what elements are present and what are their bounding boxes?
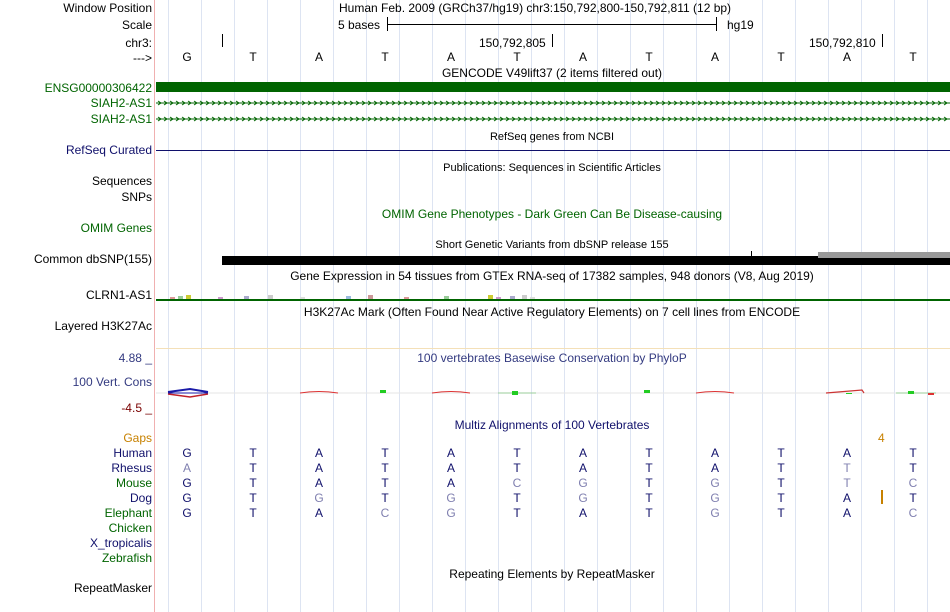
gaps-label[interactable]: Gaps: [123, 431, 152, 445]
scale-label: Scale: [121, 18, 152, 32]
phylop-plot[interactable]: [156, 385, 950, 401]
species-label-human[interactable]: Human: [113, 446, 152, 460]
dbsnp-block-black-end[interactable]: [818, 258, 950, 265]
alignment-base: C: [908, 506, 918, 520]
alignment-base: C: [908, 476, 918, 490]
alignment-base: T: [777, 506, 785, 520]
label-divider: [154, 0, 155, 612]
phylop-max: 4.88 _: [118, 351, 152, 365]
scale-value: 5 bases: [338, 18, 381, 32]
refseq-track-title[interactable]: RefSeq genes from NCBI: [489, 131, 615, 143]
alignment-base: G: [314, 491, 324, 505]
alignment-base: A: [314, 476, 323, 490]
alignment-base: T: [777, 461, 785, 475]
gene-label-siah2-as1-1[interactable]: SIAH2-AS1: [90, 96, 152, 110]
gene-label-ensg[interactable]: ENSG00000306422: [44, 81, 152, 95]
scale-bar-right-tick: [716, 17, 717, 31]
alignment-base: G: [182, 491, 192, 505]
alignment-base: G: [182, 446, 192, 460]
base-letter: T: [909, 50, 917, 64]
alignment-base: G: [710, 476, 720, 490]
alignment-base: T: [381, 446, 389, 460]
alignment-base: T: [777, 476, 785, 490]
ruler-pos-2: 150,792,810: [809, 36, 876, 50]
refseq-label[interactable]: RefSeq Curated: [65, 143, 152, 157]
ruler-tick-1: [222, 34, 223, 47]
dbsnp-block-black[interactable]: [222, 256, 818, 265]
strand-label: --->: [133, 51, 152, 65]
gene-line-siah2-as1-1[interactable]: [156, 97, 950, 107]
alignment-base: T: [909, 446, 917, 460]
alignment-base: C: [512, 476, 522, 490]
alignment-base: G: [182, 476, 192, 490]
alignment-base: T: [645, 446, 653, 460]
h3k27ac-baseline: [156, 348, 950, 349]
alignment-base: T: [513, 446, 521, 460]
base-letter: A: [842, 50, 851, 64]
alignment-base: T: [645, 476, 653, 490]
h3k27ac-track-title[interactable]: H3K27Ac Mark (Often Found Near Active Regulatory Elements) on 7 cell lines from ENCODE: [303, 305, 801, 319]
base-letter: G: [182, 50, 192, 64]
h3k27ac-label[interactable]: Layered H3K27Ac: [54, 319, 152, 333]
alignment-base: T: [513, 461, 521, 475]
ruler-tick-3: [882, 34, 883, 47]
gaps-value: 4: [878, 431, 885, 445]
species-label-rhesus[interactable]: Rhesus: [111, 461, 152, 475]
dbsnp-label[interactable]: Common dbSNP(155): [33, 252, 152, 266]
alignment-base: A: [446, 446, 455, 460]
species-label-elephant[interactable]: Elephant: [104, 506, 152, 520]
alignment-base: T: [645, 491, 653, 505]
alignment-base: T: [381, 491, 389, 505]
alignment-base: G: [710, 506, 720, 520]
alignment-base: T: [777, 446, 785, 460]
base-letter: A: [446, 50, 455, 64]
alignment-base: G: [446, 491, 456, 505]
alignment-base: G: [578, 476, 588, 490]
sequences-label[interactable]: Sequences: [91, 174, 152, 188]
base-letter: T: [249, 50, 257, 64]
repeatmasker-label[interactable]: RepeatMasker: [73, 581, 152, 595]
base-letter: A: [578, 50, 587, 64]
ruler-tick-2: [552, 34, 553, 47]
alignment-base: C: [380, 506, 390, 520]
gap-marker: [881, 490, 883, 504]
alignment-base: T: [645, 506, 653, 520]
base-letter: T: [381, 50, 389, 64]
alignment-base: G: [182, 506, 192, 520]
base-letter: T: [645, 50, 653, 64]
omim-track-title[interactable]: OMIM Gene Phenotypes - Dark Green Can Be Disease-causing: [381, 207, 723, 221]
species-label-chicken[interactable]: Chicken: [108, 521, 152, 535]
species-label-mouse[interactable]: Mouse: [115, 476, 152, 490]
alignment-base: T: [249, 461, 257, 475]
alignment-base: A: [578, 506, 587, 520]
species-label-x_tropicalis[interactable]: X_tropicalis: [89, 536, 152, 550]
alignment-base: A: [578, 461, 587, 475]
species-label-zebrafish[interactable]: Zebrafish: [101, 551, 152, 565]
dbsnp-track-title[interactable]: Short Genetic Variants from dbSNP release 155: [435, 239, 669, 251]
alignment-base: T: [249, 491, 257, 505]
ruler-pos-1: 150,792,805: [479, 36, 546, 50]
phylop-label[interactable]: 100 Vert. Cons: [72, 375, 152, 389]
alignment-base: A: [710, 446, 719, 460]
window-position-value: Human Feb. 2009 (GRCh37/hg19) chr3:150,792,800-150,792,811 (12 bp): [339, 1, 732, 15]
base-letter: A: [710, 50, 719, 64]
alignment-base: T: [843, 461, 851, 475]
gtex-track-title[interactable]: Gene Expression in 54 tissues from GTEx RNA-seq of 17382 samples, 948 donors (V8, Aug 2019): [290, 269, 814, 283]
alignment-base: T: [909, 461, 917, 475]
phylop-track-title[interactable]: 100 vertebrates Basewise Conservation by PhyloP: [417, 351, 687, 365]
alignment-base: G: [578, 491, 588, 505]
chrom-label: chr3:: [125, 36, 152, 50]
alignment-base: G: [710, 491, 720, 505]
alignment-base: G: [446, 506, 456, 520]
alignment-base: T: [513, 491, 521, 505]
publications-track-title[interactable]: Publications: Sequences in Scientific Articles: [443, 162, 661, 174]
alignment-base: T: [777, 491, 785, 505]
alignment-base: A: [710, 461, 719, 475]
alignment-base: A: [842, 491, 851, 505]
phylop-min: -4.5 _: [121, 401, 152, 415]
gene-label-siah2-as1-2[interactable]: SIAH2-AS1: [90, 112, 152, 126]
alignment-base: A: [314, 446, 323, 460]
refseq-line[interactable]: [156, 150, 950, 151]
alignment-base: A: [182, 461, 191, 475]
gencode-track-title[interactable]: GENCODE V49lift37 (2 items filtered out): [441, 66, 663, 80]
alignment-base: T: [513, 506, 521, 520]
alignment-base: A: [314, 506, 323, 520]
alignment-base: A: [446, 476, 455, 490]
scale-assembly: hg19: [727, 18, 754, 32]
dbsnp-marker[interactable]: [751, 251, 752, 265]
omim-label[interactable]: OMIM Genes: [80, 221, 152, 235]
alignment-base: A: [842, 446, 851, 460]
alignment-base: T: [249, 506, 257, 520]
base-letter: A: [314, 50, 323, 64]
species-label-dog[interactable]: Dog: [129, 491, 152, 505]
alignment-base: T: [909, 491, 917, 505]
alignment-base: A: [314, 461, 323, 475]
alignment-base: A: [446, 461, 455, 475]
window-position-label: Window Position: [63, 1, 152, 15]
multiz-track-title[interactable]: Multiz Alignments of 100 Vertebrates: [454, 418, 650, 432]
base-letter: T: [513, 50, 521, 64]
gtex-label[interactable]: CLRN1-AS1: [85, 288, 152, 302]
snps-label[interactable]: SNPs: [121, 190, 152, 204]
alignment-base: T: [249, 446, 257, 460]
repeatmasker-track-title[interactable]: Repeating Elements by RepeatMasker: [449, 567, 655, 581]
gene-line-siah2-as1-2[interactable]: [156, 113, 950, 123]
scale-bar: [387, 24, 717, 25]
alignment-base: T: [645, 461, 653, 475]
gene-block-ensg[interactable]: [156, 82, 950, 92]
scale-bar-left-tick: [387, 17, 388, 31]
alignment-base: A: [578, 446, 587, 460]
gtex-baseline: [156, 299, 950, 301]
alignment-base: T: [381, 476, 389, 490]
alignment-base: T: [249, 476, 257, 490]
alignment-base: A: [842, 506, 851, 520]
alignment-base: T: [381, 461, 389, 475]
base-letter: T: [777, 50, 785, 64]
alignment-base: T: [843, 476, 851, 490]
